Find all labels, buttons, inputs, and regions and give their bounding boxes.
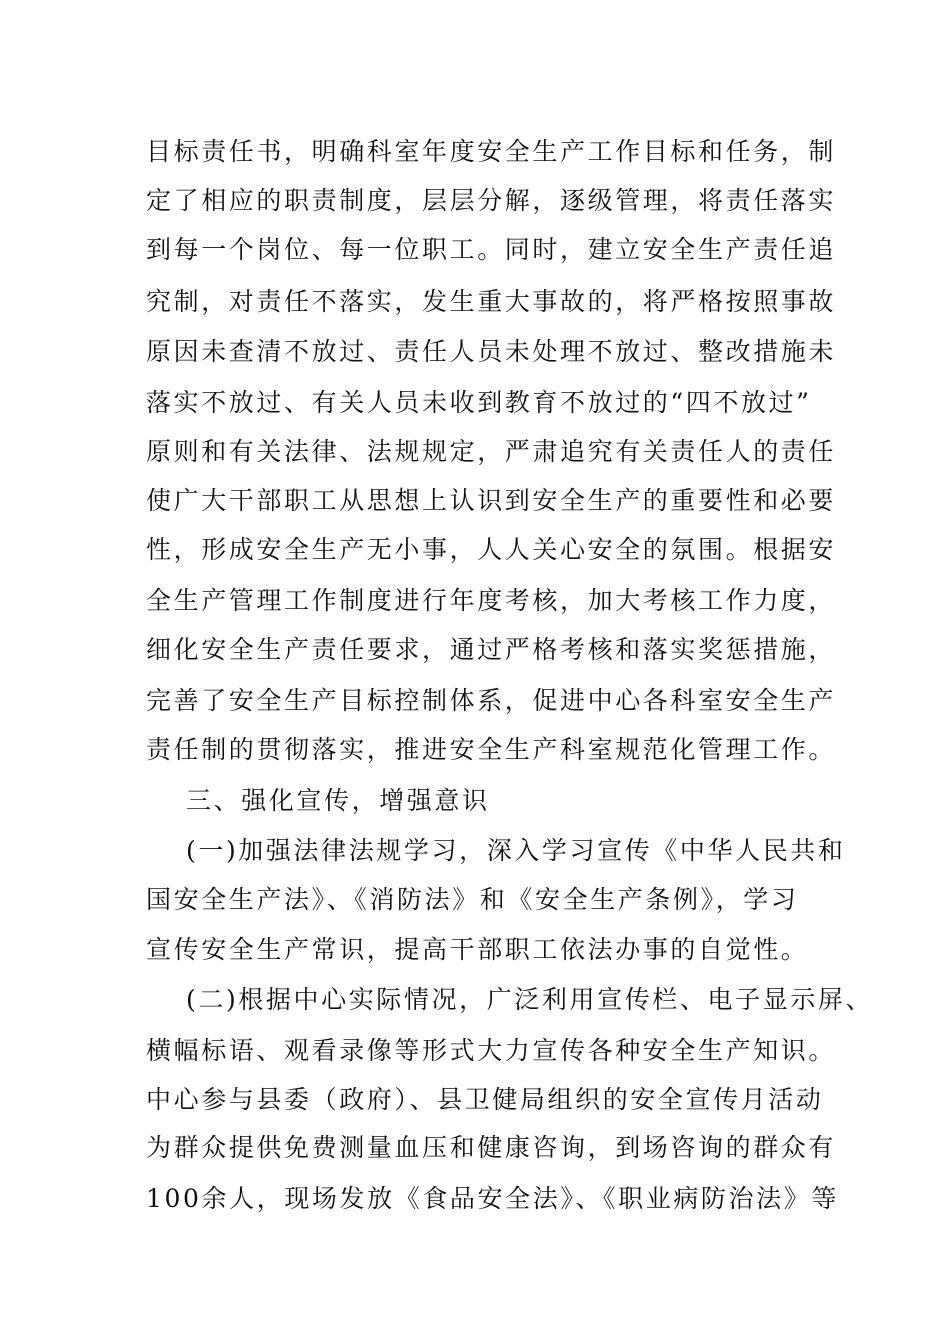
text-line-22: 100余人，现场发放《食品安全法》、《职业病防治法》等 bbox=[146, 1184, 839, 1213]
text-line-8: 使广大干部职工从思想上认识到安全生产的重要性和必要 bbox=[146, 486, 837, 515]
text-line-18: (二)根据中心实际情况，广泛利用宣传栏、电子显示屏、 bbox=[186, 985, 874, 1014]
text-line-9: 性，形成安全生产无小事，人人关心安全的氛围。根据安 bbox=[146, 535, 837, 564]
text-line-6: 落实不放过、有关人员未收到教育不放过的“四不放过” bbox=[146, 388, 812, 417]
text-line-19: 横幅标语、观看录像等形式大力宣传各种安全生产知识。 bbox=[146, 1036, 837, 1065]
text-line-21: 为群众提供免费测量血压和健康咨询，到场咨询的群众有 bbox=[146, 1133, 837, 1162]
text-line-17: 宣传安全生产常识，提高干部职工依法办事的自觉性。 bbox=[146, 935, 809, 964]
text-line-16: 国安全生产法》、《消防法》和《安全生产条例》，学习 bbox=[146, 885, 799, 914]
text-line-10: 全生产管理工作制度进行年度考核，加大考核工作力度， bbox=[146, 586, 837, 615]
text-line-4: 究制，对责任不落实，发生重大事故的，将严格按照事故 bbox=[146, 287, 837, 316]
text-line-20: 中心参与县委（政府）、县卫健局组织的安全宣传月活动 bbox=[146, 1085, 824, 1114]
text-line-1: 目标责任书，明确科室年度安全生产工作目标和任务，制 bbox=[146, 137, 837, 166]
text-line-5: 原因未查清不放过、责任人员未处理不放过、整改措施未 bbox=[146, 337, 837, 366]
section-heading: 三、强化宣传，增强意识 bbox=[186, 786, 490, 815]
text-line-2: 定了相应的职责制度，层层分解，逐级管理，将责任落实 bbox=[146, 186, 837, 215]
text-line-13: 责任制的贯彻落实，推进安全生产科室规范化管理工作。 bbox=[146, 735, 837, 764]
text-line-12: 完善了安全生产目标控制体系，促进中心各科室安全生产 bbox=[146, 686, 837, 715]
text-line-11: 细化安全生产责任要求，通过严格考核和落实奖惩措施， bbox=[146, 635, 837, 664]
text-line-3: 到每一个岗位、每一位职工。同时，建立安全生产责任追 bbox=[146, 235, 837, 264]
text-line-7: 原则和有关法律、法规规定，严肃追究有关责任人的责任 bbox=[146, 437, 837, 466]
text-line-15: (一)加强法律法规学习，深入学习宣传《中华人民共和 bbox=[186, 836, 846, 865]
